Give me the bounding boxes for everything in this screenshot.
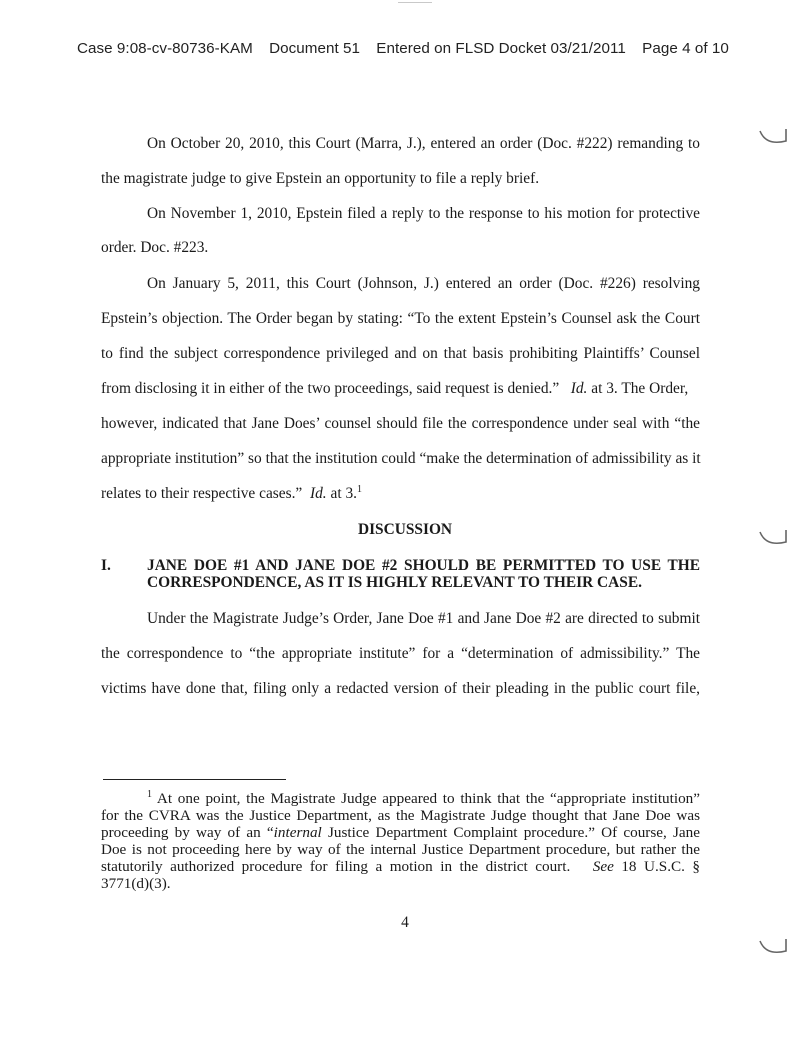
- docket-entry: Entered on FLSD Docket 03/21/2011: [376, 40, 626, 57]
- paragraph-2-line-1: On November 1, 2010, Epstein filed a reply to the response to his motion for protective: [147, 205, 700, 222]
- case-number: Case 9:08-cv-80736-KAM: [77, 40, 253, 57]
- footnote-line-1: [147, 791, 700, 806]
- id-citation: Id.: [570, 380, 588, 397]
- paragraph-1-line-1: On October 20, 2010, this Court (Marra, J.), entered an order (Doc. #222) remanding to: [147, 135, 700, 152]
- footnote-marker: 1: [147, 789, 152, 800]
- paragraph-3-line-7: [101, 486, 362, 501]
- footnote-separator: [103, 779, 286, 780]
- section-title: [147, 557, 700, 591]
- footnote-text: At one point, the Magistrate Judge appeared to think that the “appropriate institution”: [156, 790, 700, 807]
- ecf-header: [77, 40, 729, 57]
- scan-edge-mark: [398, 2, 432, 3]
- paragraph-3-line-6: appropriate institution” so that the institution could “make the determination of admissibility as it: [101, 450, 701, 467]
- footnote-emphasis: internal: [273, 824, 322, 841]
- statute-cite: 18 U.S.C. §: [621, 858, 701, 875]
- paragraph-4-line-2: the correspondence to “the appropriate institute” for a “determination of admissibility.” The: [101, 645, 700, 662]
- footnote-line-2: for the CVRA was the Justice Department, as the Magistrate Judge thought that Jane Doe was: [101, 807, 700, 824]
- document-number: Document 51: [269, 40, 361, 57]
- punch-hole-mark-top: [758, 127, 788, 149]
- punch-hole-mark-bottom: [758, 937, 788, 959]
- pin-cite: at 3.: [330, 485, 357, 502]
- footnote-line-5: [101, 859, 700, 874]
- section-number: I.: [101, 557, 111, 574]
- paragraph-3-line-2: Epstein’s objection. The Order began by stating: “To the extent Epstein’s Counsel ask the Court: [101, 310, 700, 327]
- paragraph-3-line-3: to find the subject correspondence privileged and on that basis prohibiting Plaintiffs’ Counsel: [101, 345, 700, 362]
- see-signal: See: [592, 858, 614, 875]
- pin-cite: at 3. The Order,: [591, 380, 689, 397]
- footnote-text: proceeding by way of an “: [101, 824, 274, 841]
- paragraph-3-line-4: [101, 381, 688, 396]
- page-number: 4: [401, 914, 409, 931]
- footnote-text: Justice Department Complaint procedure.” Of course, Jane: [321, 824, 700, 841]
- footnote-line-6: 3771(d)(3).: [101, 875, 171, 892]
- id-citation: Id.: [309, 485, 327, 502]
- page-indicator: Page 4 of 10: [642, 40, 729, 57]
- section-title-line-2: CORRESPONDENCE, AS IT IS HIGHLY RELEVANT TO THEIR CASE.: [147, 574, 642, 591]
- paragraph-2-line-2: order. Doc. #223.: [101, 239, 209, 256]
- quote-text: from disclosing it in either of the two proceedings, said request is denied.”: [101, 380, 560, 397]
- footnote-text: statutorily authorized procedure for filing a motion in the district court.: [101, 858, 571, 875]
- paragraph-4-line-1: Under the Magistrate Judge’s Order, Jane Doe #1 and Jane Doe #2 are directed to submit: [147, 610, 700, 627]
- section-title-line-1: JANE DOE #1 AND JANE DOE #2 SHOULD BE PERMITTED TO USE THE: [147, 557, 700, 574]
- paragraph-3-line-1: On January 5, 2011, this Court (Johnson, J.) entered an order (Doc. #226) resolving: [147, 275, 700, 292]
- footnote-line-3: [101, 825, 700, 840]
- quote-text: relates to their respective cases.”: [101, 485, 303, 502]
- paragraph-1-line-2: the magistrate judge to give Epstein an opportunity to file a reply brief.: [101, 170, 540, 187]
- paragraph-3-line-5: however, indicated that Jane Does’ counsel should file the correspondence under seal with “the: [101, 415, 700, 432]
- footnote-reference[interactable]: 1: [357, 484, 362, 495]
- discussion-heading: DISCUSSION: [357, 521, 453, 538]
- paragraph-4-line-3: victims have done that, filing only a redacted version of their pleading in the public court file,: [101, 680, 700, 697]
- footnote-line-4: Doe is not proceeding here by way of the internal Justice Department procedure, but rather the: [101, 841, 700, 858]
